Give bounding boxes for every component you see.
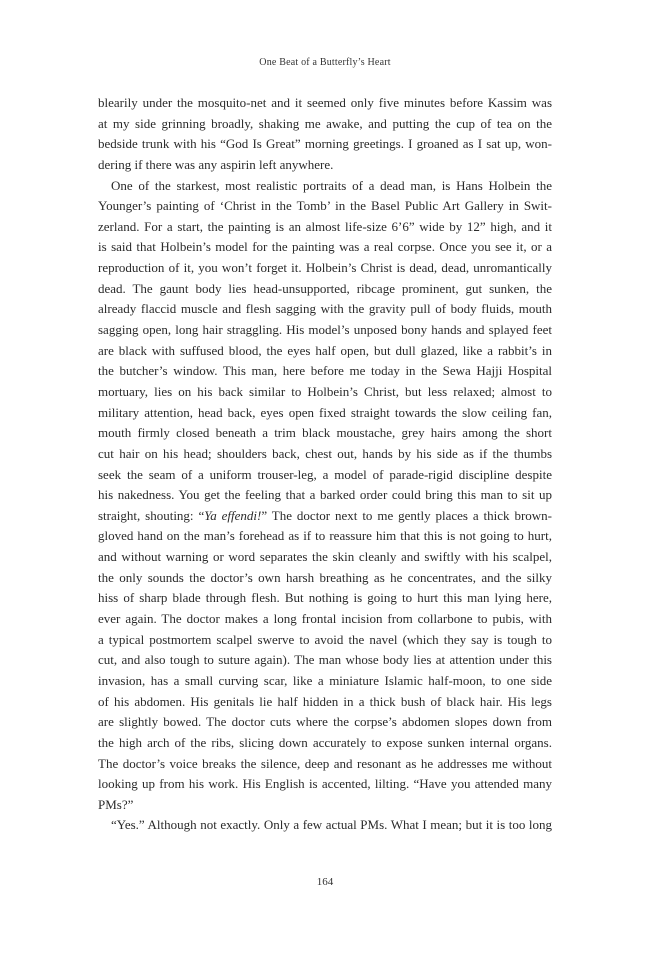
text-line: cut, and also tough to suture again). The man whose body lies at attention under this: [98, 652, 552, 668]
page-number: 164: [316, 876, 334, 888]
text-line: Younger’s painting of ‘Christ in the Tomb’ in the Basel Public Art Gallery in Swit-: [98, 198, 552, 214]
text-line: are slightly bowed. The doctor cuts where the corpse’s abdomen slopes down from: [98, 714, 552, 730]
text-line: at my side grinning broadly, shaking me awake, and putting the cup of tea on the: [98, 115, 552, 131]
text-line: cut hair on his head; shoulders back, chest out, hands by his side as if the thumbs: [98, 445, 552, 461]
text-line: “Yes.” Although not exactly. Only a few actual PMs. What I mean; but it is too long: [98, 817, 552, 833]
running-head: One Beat of a Butterfly’s Heart: [259, 57, 391, 68]
text-line: mouth firmly closed beneath a trim black moustache, grey hairs among the short: [98, 425, 552, 441]
text-line: One of the starkest, most realistic portraits of a dead man, is Hans Holbein the: [98, 177, 552, 193]
text-line: already flaccid muscle and flesh sagging with the gravity pull of body fluids, mouth: [98, 301, 552, 317]
text-line: gloved hand on the man’s forehead as if to reassure him that this is not going to hurt,: [98, 528, 552, 544]
text-line: and without warning or word separates the skin cleanly and swiftly with his scalpel,: [98, 549, 552, 565]
text-line: a typical postmortem scalpel swerve to avoid the navel (which they say is tough to: [98, 631, 552, 647]
text-line: looking up from his work. His English is accented, lilting. “Have you attended many: [98, 776, 552, 792]
text-line: blearily under the mosquito-net and it seemed only five minutes before Kassim was: [98, 95, 552, 110]
text-line: the only sounds the doctor’s own harsh breathing as he concentrates, and the silky: [98, 569, 552, 585]
text-line: reproduction of it, you won’t forget it. Holbein’s Christ is dead, dead, unromantically: [98, 260, 552, 276]
text-line: is said that Holbein’s model for the painting was a real corpse. Once you see it, or a: [98, 239, 552, 255]
text-line: ever again. The doctor makes a long frontal incision from collarbone to pubis, with: [98, 611, 552, 627]
text-line: The doctor’s voice breaks the silence, deep and resonant as he addresses me without: [98, 755, 552, 771]
body-text: [98, 93, 552, 836]
text-line: mortuary, lies on his back similar to Holbein’s Christ, but less relaxed; almost to: [98, 383, 552, 399]
text-line: dering if there was any aspirin left anywhere.: [98, 156, 334, 172]
text-line: invasion, has a small curving scar, like a miniature Islamic half-moon, to one side: [98, 672, 552, 688]
text-line: bedside trunk with his “God Is Great” morning greetings. I groaned as I sat up, won-: [98, 136, 552, 152]
text-line: dead. The gaunt body lies head-unsupported, ribcage prominent, gut sunken, the: [98, 280, 552, 296]
text-line: PMs?”: [98, 796, 134, 812]
text-line: sagging open, long hair straggling. His model’s unposed bony hands and splayed feet: [98, 322, 552, 338]
text-line: straight, shouting: “Ya effendi!” The doctor next to me gently places a thick brown-: [98, 507, 552, 523]
text-line: zerland. For a start, the painting is an almost life-size 6’6” wide by 12” high, and it: [98, 218, 552, 234]
text-line: seek the seam of a uniform trouser-leg, a model of parade-rigid discipline despite: [98, 466, 552, 482]
text-line: the butcher’s window. This man, here before me today in the Sewa Hajji Hospital: [98, 363, 552, 379]
text-line: his nakedness. You get the feeling that a barked order could bring this man to sit up: [98, 487, 552, 503]
text-line: hiss of sharp blade through flesh. But nothing is going to hurt this man lying here,: [98, 590, 552, 606]
text-line: the high arch of the ribs, slicing down accurately to expose sunken internal organs.: [98, 734, 552, 750]
text-line: of his abdomen. His genitals lie half hidden in a thick bush of black hair. His legs: [98, 693, 552, 709]
text-line: are black with suffused blood, the eyes half open, but dull glazed, like a rabbit’s in: [98, 342, 552, 358]
text-line: military attention, head back, eyes open fixed straight towards the slow ceiling fan,: [98, 404, 552, 420]
